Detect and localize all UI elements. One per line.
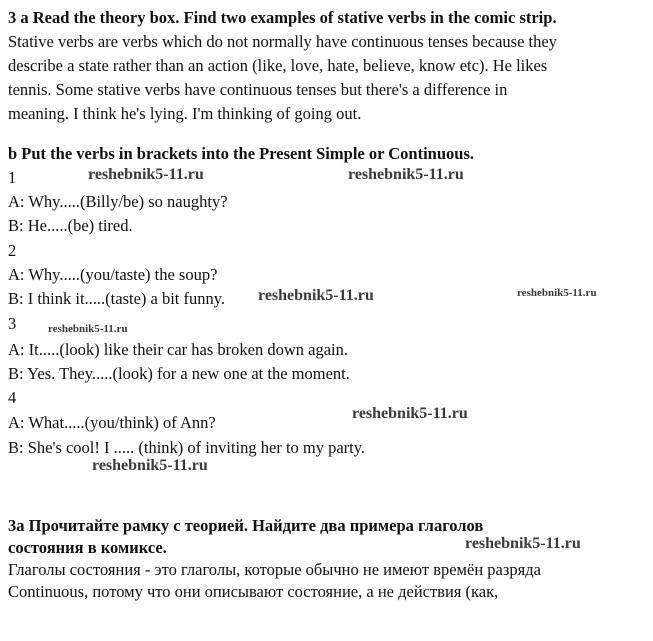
section-3b-heading: b Put the verbs in brackets into the Present Simple or Continuous.	[8, 144, 474, 163]
section-3a-heading: 3 a Read the theory box. Find two examples of stative verbs in the comic strip.	[8, 8, 557, 27]
item-4-number: 4	[8, 388, 17, 407]
watermark: reshebnik5-11.ru	[258, 287, 374, 304]
theory-line-3: tennis. Some stative verbs have continuous tenses but there's a difference in	[8, 80, 508, 99]
item-3-line-a: A: It.....(look) like their car has broken down again.	[8, 340, 348, 359]
item-3-line-b: B: Yes. They.....(look) for a new one at the moment.	[8, 364, 350, 383]
item-4-line-a: A: What.....(you/think) of Ann?	[8, 413, 216, 432]
watermark: reshebnik5-11.ru	[92, 457, 208, 474]
watermark: reshebnik5-11.ru	[88, 166, 204, 183]
theory-line-1: Stative verbs are verbs which do not normally have continuous tenses because they	[8, 32, 557, 51]
translation-line-1: Глаголы состояния - это глаголы, которые обычно не имеют времён разряда	[8, 560, 541, 579]
translation-heading-line-2: состояния в комиксе.	[8, 538, 167, 557]
item-2-line-b: B: I think it.....(taste) a bit funny.	[8, 289, 226, 308]
item-3-number: 3	[8, 314, 17, 333]
item-2-line-a: A: Why.....(you/taste) the soup?	[8, 265, 218, 284]
item-1-line-a: A: Why.....(Billy/be) so naughty?	[8, 192, 228, 211]
translation-line-2: Continuous, потому что они описывают состояние, а не действия (как,	[8, 582, 499, 601]
item-1-line-b: B: He.....(be) tired.	[8, 216, 133, 235]
watermark: reshebnik5-11.ru	[348, 166, 464, 183]
item-1-number: 1	[8, 168, 17, 187]
item-4-line-b: B: She's cool! I ..... (think) of inviting her to my party.	[8, 438, 366, 457]
watermark: reshebnik5-11.ru	[352, 405, 468, 422]
watermark: reshebnik5-11.ru	[48, 323, 128, 335]
item-2-number: 2	[8, 241, 17, 260]
theory-line-4: meaning. I think he's lying. I'm thinking of going out.	[8, 104, 362, 123]
theory-line-2: describe a state rather than an action (like, love, hate, believe, know etc). He likes	[8, 56, 548, 75]
watermark: reshebnik5-11.ru	[517, 287, 597, 299]
watermark: reshebnik5-11.ru	[465, 535, 581, 552]
translation-heading-line-1: 3а Прочитайте рамку с теорией. Найдите два примера глаголов	[8, 516, 484, 535]
